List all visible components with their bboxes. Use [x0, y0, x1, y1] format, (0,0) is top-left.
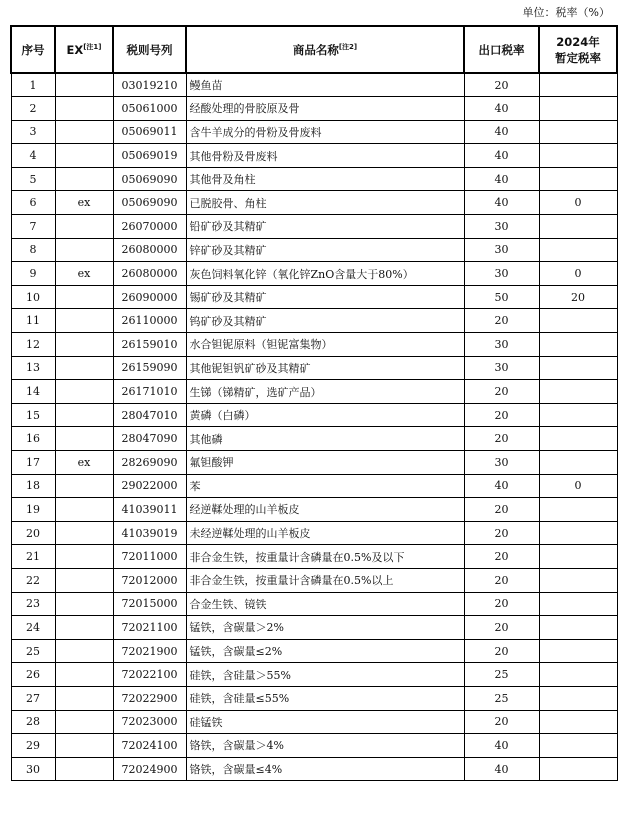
tariff-table	[10, 25, 618, 781]
cell-seq: 17	[11, 451, 55, 475]
cell-rate: 20	[464, 592, 539, 616]
cell-code: 28047010	[113, 403, 186, 427]
table-row	[11, 592, 617, 616]
table-row	[11, 285, 617, 309]
cell-rate: 40	[464, 97, 539, 121]
cell-code: 72023000	[113, 710, 186, 734]
cell-ex: ex	[55, 262, 113, 286]
table-row	[11, 616, 617, 640]
cell-ex	[55, 521, 113, 545]
cell-temp-rate: 0	[539, 474, 617, 498]
cell-name: 经逆鞣处理的山羊板皮	[186, 498, 464, 522]
cell-rate: 20	[464, 309, 539, 333]
cell-name: 其他骨粉及骨废料	[186, 144, 464, 168]
table-body	[11, 73, 617, 781]
cell-rate: 20	[464, 616, 539, 640]
cell-code: 03019210	[113, 73, 186, 97]
cell-code: 72022100	[113, 663, 186, 687]
table-row	[11, 710, 617, 734]
cell-rate: 40	[464, 734, 539, 758]
cell-temp-rate	[539, 120, 617, 144]
cell-code: 72022900	[113, 686, 186, 710]
cell-code: 05069019	[113, 144, 186, 168]
cell-ex	[55, 333, 113, 357]
table-row	[11, 144, 617, 168]
cell-temp-rate	[539, 215, 617, 239]
cell-rate: 20	[464, 568, 539, 592]
cell-temp-rate	[539, 663, 617, 687]
cell-name: 其他铌钽钒矿砂及其精矿	[186, 356, 464, 380]
cell-name: 其他磷	[186, 427, 464, 451]
cell-ex	[55, 734, 113, 758]
cell-ex	[55, 686, 113, 710]
cell-code: 05069090	[113, 167, 186, 191]
cell-temp-rate	[539, 521, 617, 545]
cell-rate: 20	[464, 498, 539, 522]
cell-rate: 40	[464, 474, 539, 498]
cell-ex	[55, 616, 113, 640]
cell-name: 铬铁，含碳量≤4%	[186, 757, 464, 781]
table-row	[11, 474, 617, 498]
cell-seq: 18	[11, 474, 55, 498]
cell-rate: 25	[464, 686, 539, 710]
cell-code: 26110000	[113, 309, 186, 333]
cell-seq: 16	[11, 427, 55, 451]
cell-rate: 40	[464, 120, 539, 144]
cell-seq: 27	[11, 686, 55, 710]
table-row	[11, 757, 617, 781]
cell-ex	[55, 120, 113, 144]
cell-name: 硅锰铁	[186, 710, 464, 734]
cell-seq: 25	[11, 639, 55, 663]
cell-code: 26159010	[113, 333, 186, 357]
table-row	[11, 262, 617, 286]
cell-rate: 20	[464, 710, 539, 734]
cell-name: 经酸处理的骨胶原及骨	[186, 97, 464, 121]
cell-seq: 8	[11, 238, 55, 262]
header-name-label: 商品名称	[292, 42, 339, 57]
cell-temp-rate	[539, 545, 617, 569]
cell-seq: 10	[11, 285, 55, 309]
cell-code: 72021100	[113, 616, 186, 640]
cell-temp-rate	[539, 568, 617, 592]
cell-ex	[55, 356, 113, 380]
cell-rate: 20	[464, 427, 539, 451]
cell-rate: 25	[464, 663, 539, 687]
cell-name: 铬铁，含碳量＞4%	[186, 734, 464, 758]
header-temp-rate	[539, 26, 617, 73]
cell-rate: 50	[464, 285, 539, 309]
cell-seq: 28	[11, 710, 55, 734]
cell-ex	[55, 427, 113, 451]
table-row	[11, 309, 617, 333]
header-ex	[55, 26, 113, 73]
table-row	[11, 686, 617, 710]
cell-rate: 30	[464, 356, 539, 380]
header-ex-note: [注1]	[83, 43, 102, 52]
cell-temp-rate: 0	[539, 262, 617, 286]
cell-name: 灰色饲料氧化锌（氧化锌ZnO含量大于80%）	[186, 262, 464, 286]
table-row	[11, 356, 617, 380]
cell-temp-rate	[539, 451, 617, 475]
cell-name: 含牛羊成分的骨粉及骨废料	[186, 120, 464, 144]
cell-name: 锰铁，含碳量≤2%	[186, 639, 464, 663]
cell-code: 26080000	[113, 262, 186, 286]
table-row	[11, 521, 617, 545]
cell-name: 锰铁，含碳量＞2%	[186, 616, 464, 640]
header-code: 税则号列	[113, 26, 186, 73]
cell-seq: 7	[11, 215, 55, 239]
cell-ex: ex	[55, 451, 113, 475]
cell-seq: 11	[11, 309, 55, 333]
cell-rate: 30	[464, 238, 539, 262]
cell-code: 26090000	[113, 285, 186, 309]
cell-ex	[55, 238, 113, 262]
cell-name: 钨矿砂及其精矿	[186, 309, 464, 333]
cell-rate: 40	[464, 144, 539, 168]
cell-name: 氟钽酸钾	[186, 451, 464, 475]
cell-name: 未经逆鞣处理的山羊板皮	[186, 521, 464, 545]
cell-seq: 29	[11, 734, 55, 758]
table-row	[11, 215, 617, 239]
cell-temp-rate	[539, 238, 617, 262]
cell-code: 05069090	[113, 191, 186, 215]
cell-ex	[55, 710, 113, 734]
cell-seq: 2	[11, 97, 55, 121]
cell-name: 生锑（锑精矿，选矿产品）	[186, 380, 464, 404]
header-rate: 出口税率	[464, 26, 539, 73]
cell-seq: 24	[11, 616, 55, 640]
cell-ex	[55, 592, 113, 616]
cell-name: 非合金生铁，按重量计含磷量在0.5%以上	[186, 568, 464, 592]
cell-code: 72024100	[113, 734, 186, 758]
cell-rate: 40	[464, 191, 539, 215]
cell-name: 硅铁，含硅量≤55%	[186, 686, 464, 710]
cell-rate: 20	[464, 403, 539, 427]
cell-temp-rate	[539, 144, 617, 168]
cell-name: 鳗鱼苗	[186, 73, 464, 97]
cell-seq: 26	[11, 663, 55, 687]
cell-name: 水合钽铌原料（钽铌富集物）	[186, 333, 464, 357]
cell-name: 合金生铁、镜铁	[186, 592, 464, 616]
table-row	[11, 380, 617, 404]
cell-ex: ex	[55, 191, 113, 215]
cell-ex	[55, 474, 113, 498]
cell-seq: 14	[11, 380, 55, 404]
cell-ex	[55, 639, 113, 663]
cell-temp-rate	[539, 734, 617, 758]
cell-seq: 3	[11, 120, 55, 144]
cell-temp-rate	[539, 427, 617, 451]
cell-ex	[55, 545, 113, 569]
cell-code: 29022000	[113, 474, 186, 498]
cell-temp-rate	[539, 686, 617, 710]
cell-code: 72021900	[113, 639, 186, 663]
cell-name: 非合金生铁，按重量计含磷量在0.5%及以下	[186, 545, 464, 569]
cell-rate: 20	[464, 521, 539, 545]
cell-ex	[55, 663, 113, 687]
cell-code: 05069011	[113, 120, 186, 144]
table-row	[11, 403, 617, 427]
table-row	[11, 663, 617, 687]
cell-temp-rate	[539, 309, 617, 333]
cell-ex	[55, 215, 113, 239]
cell-seq: 30	[11, 757, 55, 781]
cell-ex	[55, 498, 113, 522]
table-row	[11, 498, 617, 522]
cell-seq: 21	[11, 545, 55, 569]
cell-temp-rate: 20	[539, 285, 617, 309]
cell-rate: 30	[464, 262, 539, 286]
cell-seq: 9	[11, 262, 55, 286]
unit-label: 单位：税率（%）	[522, 6, 610, 19]
cell-name: 黄磷（白磷）	[186, 403, 464, 427]
cell-ex	[55, 167, 113, 191]
cell-seq: 5	[11, 167, 55, 191]
cell-code: 26171010	[113, 380, 186, 404]
cell-seq: 1	[11, 73, 55, 97]
cell-rate: 20	[464, 380, 539, 404]
table-row	[11, 120, 617, 144]
table-row	[11, 568, 617, 592]
cell-seq: 15	[11, 403, 55, 427]
table-row	[11, 734, 617, 758]
cell-rate: 40	[464, 757, 539, 781]
cell-code: 28047090	[113, 427, 186, 451]
cell-temp-rate	[539, 592, 617, 616]
table-row	[11, 427, 617, 451]
cell-rate: 20	[464, 545, 539, 569]
header-temp-line1: 2024年	[556, 34, 600, 49]
cell-temp-rate	[539, 333, 617, 357]
table-row	[11, 73, 617, 97]
cell-code: 05061000	[113, 97, 186, 121]
cell-temp-rate	[539, 356, 617, 380]
cell-name: 苯	[186, 474, 464, 498]
cell-seq: 22	[11, 568, 55, 592]
table-row	[11, 545, 617, 569]
cell-rate: 30	[464, 215, 539, 239]
header-name-note: [注2]	[338, 42, 358, 51]
cell-ex	[55, 568, 113, 592]
cell-name: 锡矿砂及其精矿	[186, 285, 464, 309]
header-seq: 序号	[11, 26, 55, 73]
cell-ex	[55, 73, 113, 97]
cell-ex	[55, 380, 113, 404]
cell-seq: 19	[11, 498, 55, 522]
header-name	[186, 26, 464, 73]
table-row	[11, 238, 617, 262]
table-header-row	[11, 26, 617, 73]
table-row	[11, 167, 617, 191]
cell-seq: 13	[11, 356, 55, 380]
table-row	[11, 451, 617, 475]
cell-name: 锌矿砂及其精矿	[186, 238, 464, 262]
cell-ex	[55, 757, 113, 781]
cell-code: 41039011	[113, 498, 186, 522]
header-ex-label: EX	[66, 42, 84, 57]
cell-temp-rate	[539, 167, 617, 191]
cell-seq: 6	[11, 191, 55, 215]
cell-temp-rate	[539, 710, 617, 734]
cell-name: 铅矿砂及其精矿	[186, 215, 464, 239]
cell-name: 硅铁，含硅量＞55%	[186, 663, 464, 687]
cell-seq: 20	[11, 521, 55, 545]
cell-ex	[55, 144, 113, 168]
cell-ex	[55, 285, 113, 309]
cell-code: 26159090	[113, 356, 186, 380]
table-row	[11, 639, 617, 663]
cell-rate: 40	[464, 167, 539, 191]
cell-temp-rate	[539, 73, 617, 97]
cell-seq: 23	[11, 592, 55, 616]
table-row	[11, 191, 617, 215]
cell-rate: 30	[464, 451, 539, 475]
cell-temp-rate	[539, 639, 617, 663]
cell-code: 26080000	[113, 238, 186, 262]
cell-code: 72015000	[113, 592, 186, 616]
table-row	[11, 97, 617, 121]
cell-code: 72012000	[113, 568, 186, 592]
cell-temp-rate	[539, 616, 617, 640]
cell-ex	[55, 97, 113, 121]
cell-rate: 30	[464, 333, 539, 357]
cell-ex	[55, 403, 113, 427]
cell-code: 41039019	[113, 521, 186, 545]
cell-seq: 12	[11, 333, 55, 357]
cell-name: 已脱胶骨、角柱	[186, 191, 464, 215]
cell-code: 28269090	[113, 451, 186, 475]
cell-code: 72024900	[113, 757, 186, 781]
cell-temp-rate	[539, 757, 617, 781]
cell-seq: 4	[11, 144, 55, 168]
cell-temp-rate	[539, 380, 617, 404]
cell-temp-rate: 0	[539, 191, 617, 215]
cell-temp-rate	[539, 498, 617, 522]
header-temp-line2: 暂定税率	[555, 50, 601, 65]
cell-code: 26070000	[113, 215, 186, 239]
cell-temp-rate	[539, 403, 617, 427]
cell-temp-rate	[539, 97, 617, 121]
cell-rate: 20	[464, 639, 539, 663]
cell-code: 72011000	[113, 545, 186, 569]
table-row	[11, 333, 617, 357]
cell-rate: 20	[464, 73, 539, 97]
cell-ex	[55, 309, 113, 333]
cell-name: 其他骨及角柱	[186, 167, 464, 191]
